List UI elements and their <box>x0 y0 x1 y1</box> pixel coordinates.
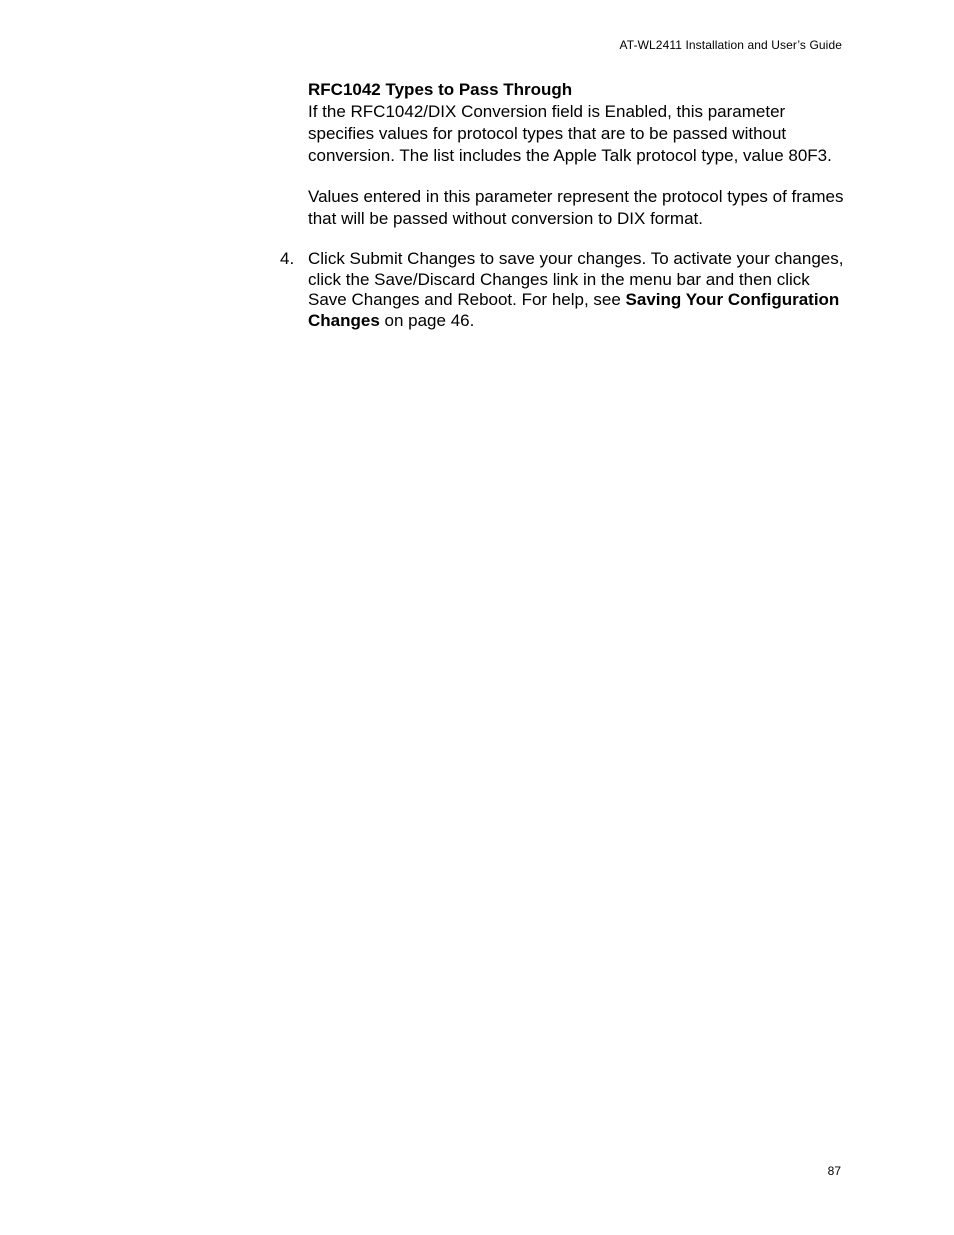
procedure-step-4 <box>280 249 848 331</box>
parameter-title: RFC1042 Types to Pass Through <box>308 80 573 99</box>
cross-reference-link[interactable]: Saving Your Configuration Changes <box>308 290 840 330</box>
page-number: 87 <box>827 1164 841 1178</box>
step-number: 4. <box>280 249 295 268</box>
step-text-after: on page 46. <box>379 310 475 330</box>
step-text <box>308 249 843 330</box>
step-text-before: Click Submit Changes to save your changes. To activate your changes, click the Save/Discard Changes link in the menu bar and then click Save Changes and Reboot. For help, see <box>308 249 844 309</box>
main-content <box>280 79 848 331</box>
parameter-values-note: Values entered in this parameter represent the protocol types of frames that will be passed without conversion to DIX format. <box>308 187 844 228</box>
parameter-description: If the RFC1042/DIX Conversion field is Enabled, this parameter specifies values for protocol types that are to be passed without conversion. The list includes the Apple Talk protocol type, value 80F3. <box>308 102 832 165</box>
running-header: AT-WL2411 Installation and User’s Guide <box>619 38 842 52</box>
